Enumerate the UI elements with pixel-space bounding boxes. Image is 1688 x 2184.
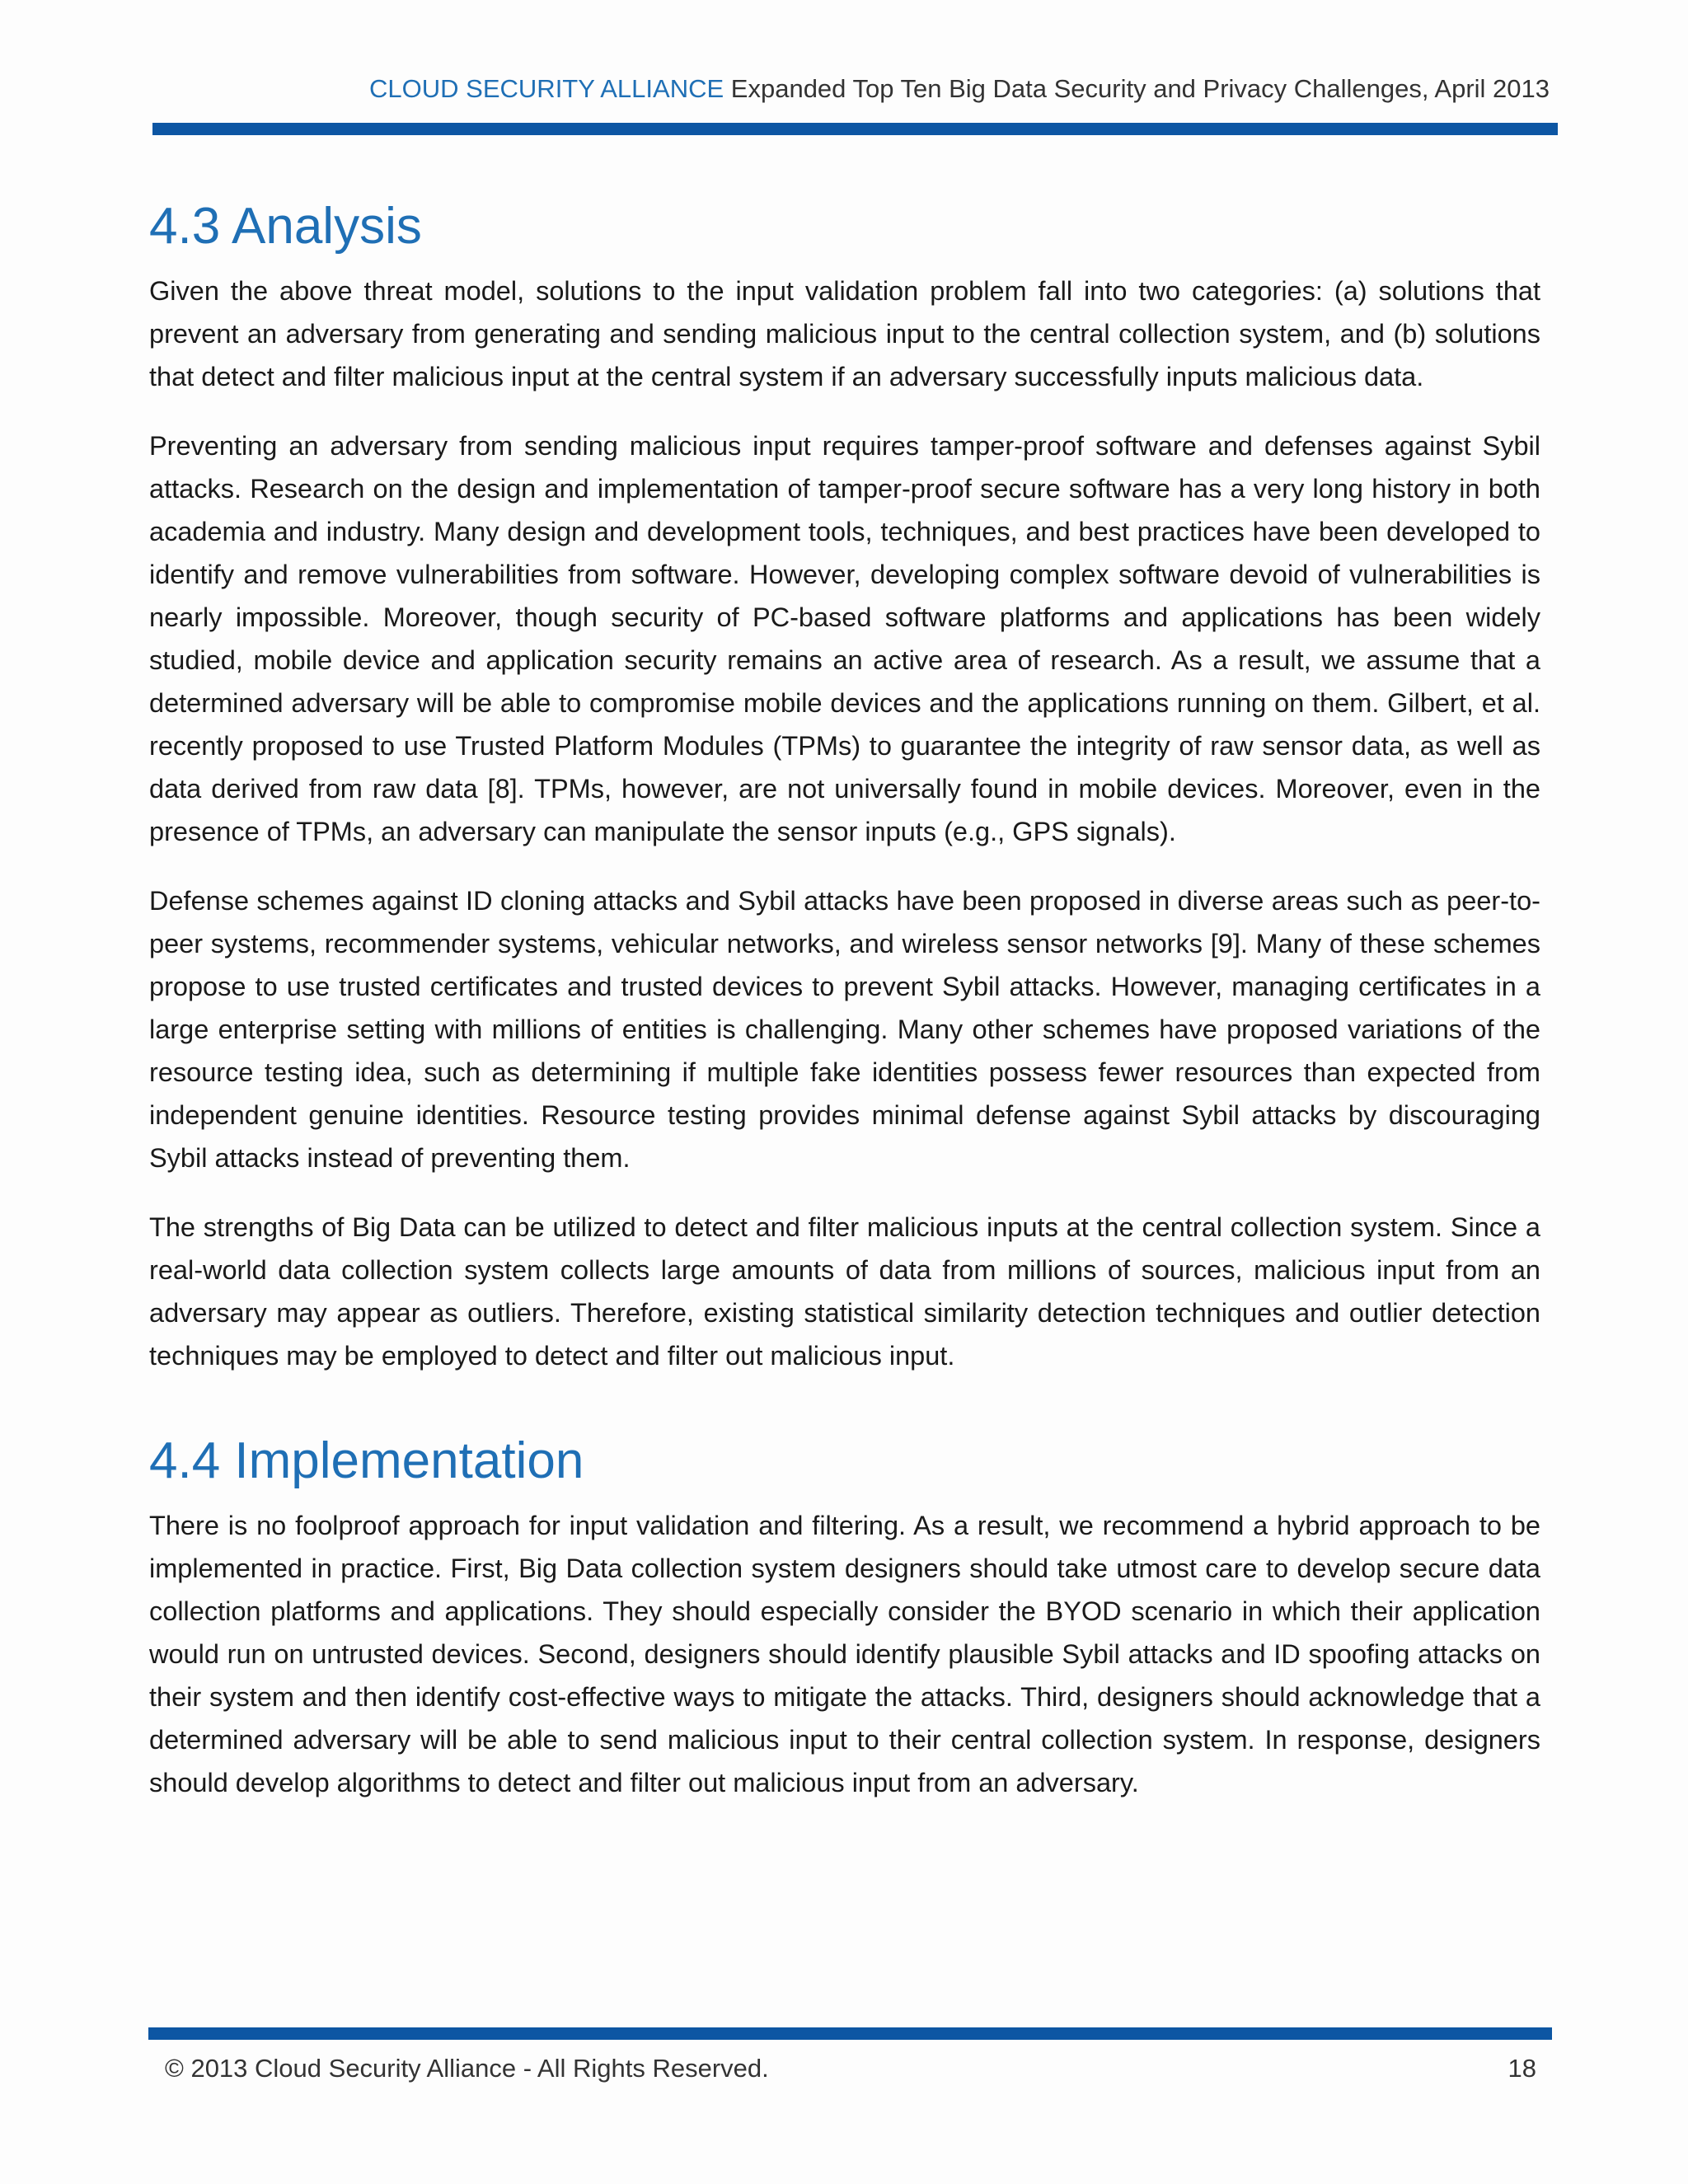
section-heading-analysis: 4.3 Analysis: [149, 198, 422, 255]
header-org-name: CLOUD SECURITY ALLIANCE: [369, 74, 724, 103]
header-document-title: Expanded Top Ten Big Data Security and Privacy Challenges, April 2013: [730, 74, 1550, 103]
analysis-paragraph-4: The strengths of Big Data can be utilized to detect and filter malicious inputs at the central collection system. Since a real-world data collection system collects large amounts of data from millions of sources, malicious input from an adversary may appear as outliers. Therefore, existing statistical similarity detection techniques and outlier detection techniques may be employed to detect and filter out malicious input.: [149, 1212, 1540, 1371]
footer-rule: [148, 2027, 1552, 2040]
analysis-paragraph-1: Given the above threat model, solutions to the input validation problem fall into two categories: (a) solutions that prevent an adversary from generating and sending malicious input to the central collection system, and (b) solutions that detect and filter malicious input at the central system if an adversary successfully inputs malicious data.: [149, 276, 1540, 391]
header-rule: [152, 123, 1558, 135]
footer-copyright: © 2013 Cloud Security Alliance - All Rights Reserved.: [165, 2054, 769, 2083]
analysis-paragraph-3: Defense schemes against ID cloning attacks and Sybil attacks have been proposed in diverse areas such as peer-to-peer systems, recommender systems, vehicular networks, and wireless sensor networks [9]. Many of these schemes propose to use trusted certificates and trusted devices to prevent Sybil attacks. However, managing certificates in a large enterprise setting with millions of entities is challenging. Many other schemes have proposed variations of the resource testing idea, such as determining if multiple fake identities possess fewer resources than expected from independent genuine identities. Resource testing provides minimal defense against Sybil attacks by discouraging Sybil attacks instead of preventing them.: [149, 886, 1540, 1173]
page-number: 18: [1507, 2054, 1536, 2083]
section-heading-implementation: 4.4 Implementation: [149, 1432, 584, 1489]
implementation-paragraph-1: There is no foolproof approach for input validation and filtering. As a result, we recommend a hybrid approach to be implemented in practice. First, Big Data collection system designers should take utmost care to develop secure data collection platforms and applications. They should especially consider the BYOD scenario in which their application would run on untrusted devices. Second, designers should identify plausible Sybil attacks and ID spoofing attacks on their system and then identify cost-effective ways to mitigate the attacks. Third, designers should acknowledge that a determined adversary will be able to send malicious input to their central collection system. In response, designers should develop algorithms to detect and filter out malicious input from an adversary.: [149, 1511, 1540, 1797]
analysis-paragraph-2: Preventing an adversary from sending malicious input requires tamper-proof software and defenses against Sybil attacks. Research on the design and implementation of tamper-proof secure software has a very long history in both academia and industry. Many design and development tools, techniques, and best practices have been developed to identify and remove vulnerabilities from software. However, developing complex software devoid of vulnerabilities is nearly impossible. Moreover, though security of PC-based software platforms and applications has been widely studied, mobile device and application security remains an active area of research. As a result, we assume that a determined adversary will be able to compromise mobile devices and the applications running on them. Gilbert, et al. recently proposed to use Trusted Platform Modules (TPMs) to guarantee the integrity of raw sensor data, as well as data derived from raw data [8]. TPMs, however, are not universally found in mobile devices. Moreover, even in the presence of TPMs, an adversary can manipulate the sensor inputs (e.g., GPS signals).: [149, 431, 1540, 846]
page-content: [149, 194, 1540, 1830]
page-header: [152, 73, 1550, 105]
